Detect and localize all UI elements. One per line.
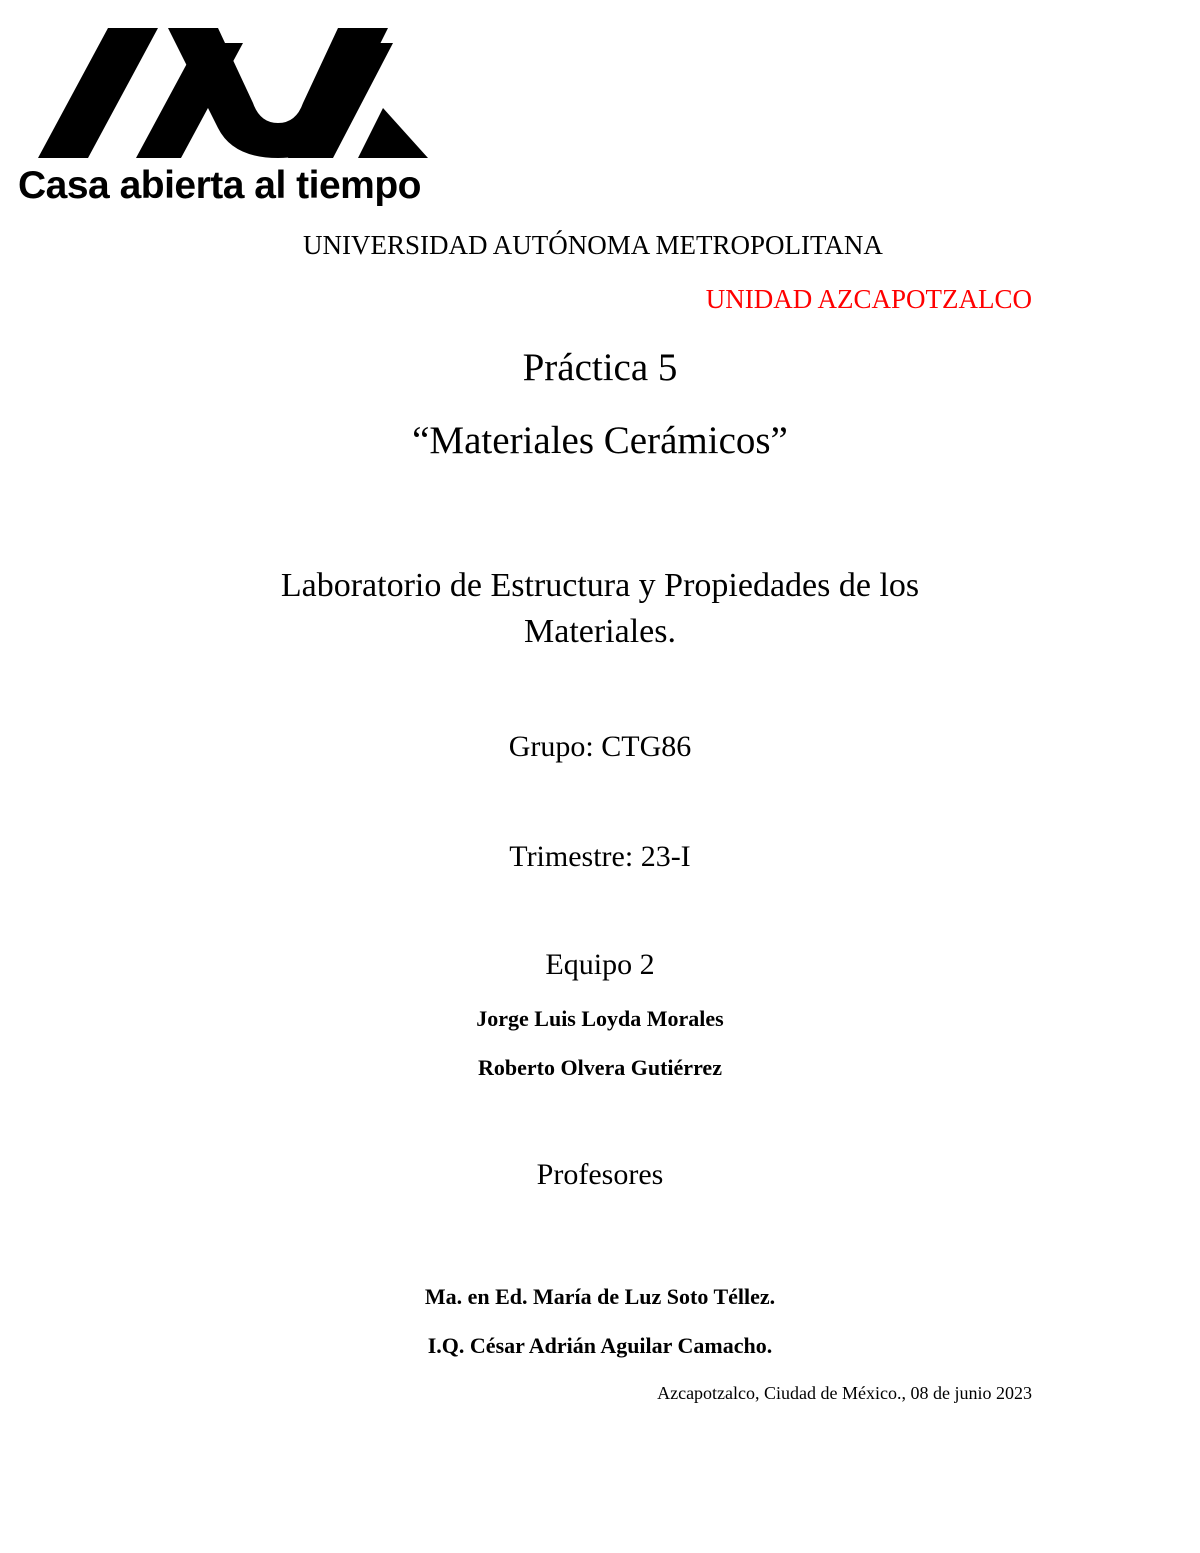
unit-name: UNIDAD AZCAPOTZALCO <box>705 284 1032 314</box>
team-member: Roberto Olvera Gutiérrez <box>478 1055 722 1080</box>
course-name: Laboratorio de Estructura y Propiedades de los Materiales. <box>280 567 920 650</box>
professors-label: Profesores <box>536 1158 664 1191</box>
professor-name: Ma. en Ed. María de Luz Soto Téllez. <box>424 1284 776 1309</box>
university-name: UNIVERSIDAD AUTÓNOMA METROPOLITANA <box>303 230 883 260</box>
place-and-date: Azcapotzalco, Ciudad de México., 08 de junio 2023 <box>657 1383 1032 1403</box>
term-label: Trimestre: 23-I <box>509 840 691 873</box>
practice-topic: “Materiales Cerámicos” <box>412 419 788 462</box>
practice-title: Práctica 5 <box>522 346 678 389</box>
logo-tagline: Casa abierta al tiempo <box>18 164 421 207</box>
uam-logo-icon <box>38 28 428 158</box>
professor-name: I.Q. César Adrián Aguilar Camacho. <box>427 1333 773 1358</box>
team-label: Equipo 2 <box>545 948 655 981</box>
uam-logo <box>18 28 438 218</box>
team-member: Jorge Luis Loyda Morales <box>476 1006 724 1031</box>
group-label: Grupo: CTG86 <box>508 730 692 763</box>
